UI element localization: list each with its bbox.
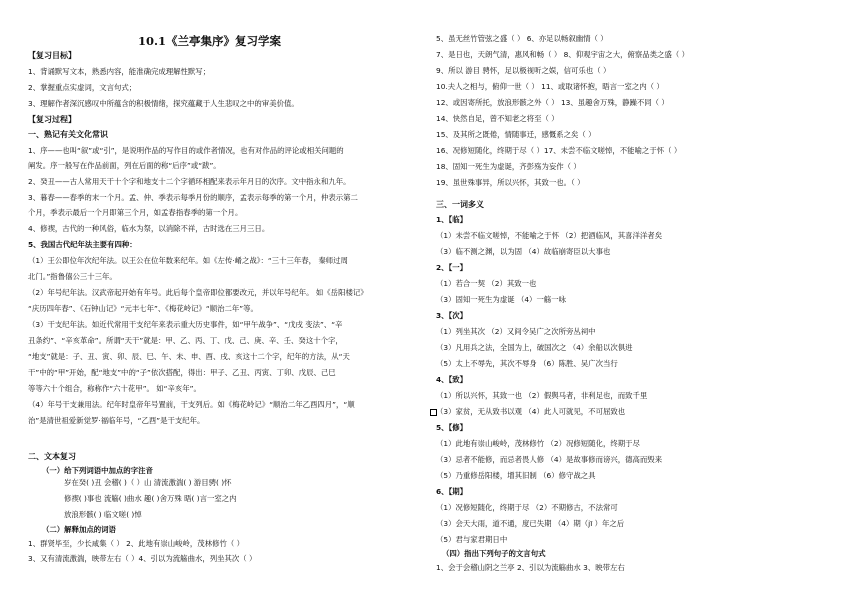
left-line: 阐发。序一般写在作品前面，列在后面的称“后序”或“跋”。 (28, 161, 221, 170)
left-line: 4、修禊，古代的一种风俗，临水为祭，以消除不祥，古时选在三月三日。 (28, 224, 270, 233)
left-line: 【复习目标】 (28, 51, 76, 60)
left-line: 2、掌握重点实虚词，文言句式； (28, 83, 137, 92)
left-line: 2、癸丑——古人常用天干十个字和地支十二个字循环相配来表示年月日的次序。文中指永和九年。 (28, 177, 351, 186)
right-line: 5、虽无丝竹管弦之盛（ ） 6、亦足以畅叙幽情（ ） (436, 34, 608, 43)
right-line: 6、【期】 (436, 487, 468, 496)
left-line: 3、暮春——春季的末一个月。孟、仲、季表示每季月份的顺序，孟表示每季的第一个月，仲表示第二 (28, 193, 358, 202)
left-line: 岁在癸( )丑 会稽( )（ ）山 清流激湍( ) 游目骋( )怀 (64, 478, 232, 487)
right-line: （5）乃重修岳阳楼，增其旧制 （6）修守战之具 (436, 471, 596, 480)
left-line: 1、群贤毕至，少长咸集（ ） 2、此地有崇山峻岭，茂林修竹（ ） (28, 539, 245, 548)
left-line: 5、我国古代纪年法主要有四种： (28, 240, 137, 249)
right-line: （3）会天大雨，道不通，度已失期 （4）期（jī ）年之后 (436, 519, 625, 528)
left-line: （1）王公即位年次纪年法。以王公在位年数来纪年。如《左传·崤之战》：“三十三年春， 秦师过周 (28, 256, 348, 265)
right-line: （1）况修短随化，终期于尽 （2）不期修古，不法常可 (436, 503, 618, 512)
left-line: 二、文本复习 (28, 452, 76, 461)
left-line: 等等六十个组合，称称作“六十花甲”。 如“辛亥年”。 (28, 384, 201, 393)
right-line: 16、况修短随化，终期于尽（ ）17、未尝不临文嗟悼，不能喻之于怀（ ） (436, 146, 682, 155)
right-line: 三、一词多义 (436, 200, 484, 209)
right-line: 5、【修】 (436, 423, 468, 432)
right-line: （3）家贫，无从致书以观 （4）此人可就见，不可屈致也 (436, 407, 626, 416)
right-line: 15、及其所之既倦，情随事迁，感慨系之矣（ ） (436, 130, 596, 139)
right-line: （5）太上不辱先，其次不辱身 （6）陈胜、吴广次当行 (436, 359, 618, 368)
right-line: 1、【临】 (436, 215, 468, 224)
left-line: 治”是清世祖爱新觉罗·福临年号，“乙酉”是干支纪年。 (28, 416, 205, 425)
left-line: （2）年号纪年法。汉武帝起开始有年号。此后每个皇帝即位都要改元，并以年号纪年。 如《岳阳楼记》 (28, 288, 368, 297)
right-line: （3）凡用兵之法，全国为上，破国次之 （4）余船以次俱进 (436, 343, 633, 352)
left-line: “地支”就是：子、丑、寅、卯、辰、巳、午、未、申、酉、戌、亥这十二个字，纪年的方法，从“天 (28, 352, 350, 361)
right-line: 18、固知一死生为虚诞，齐彭殇为妄作（ ） (436, 162, 581, 171)
left-line: 3、又有清流激湍，映带左右（ ）4、引以为流觞曲水，列坐其次（ ） (28, 554, 257, 563)
right-line: 7、是日也，天朗气清，惠风和畅（ ） 8、仰观宇宙之大，俯察品类之盛（ ） (436, 50, 689, 59)
right-line: （1）此地有崇山峻岭，茂林修竹 （2）况修短随化，终期于尽 (436, 439, 640, 448)
left-line: 放浪形骸( ) 临文嗟( )悼 (64, 510, 142, 519)
left-line: 1、背诵默写文本，熟悉内容，能准确完成理解性默写； (28, 67, 211, 76)
left-line: 3、理解作者深沉感叹中所蕴含的积极情绪，探究蕴藏于人生悲叹之中的审美价值。 (28, 99, 299, 108)
left-line: 干”中的“甲”开始，配“地支”中的“子”依次搭配，得出：甲子、乙丑、丙寅、丁卯、戊辰、己巳 (28, 368, 336, 377)
left-line: 10.1《兰亭集序》复习学案 (138, 34, 282, 48)
right-line: （3）固知一死生为虚诞 （4）一觞一咏 (436, 295, 567, 304)
left-line: 修禊( )事也 流觞( )曲水 趣( )舍万殊 晤( )言一室之内 (64, 494, 237, 503)
right-line: 4、【致】 (436, 375, 468, 384)
right-line: （1）未尝不临文嗟悼，不能喻之于怀 （2）把酒临风，其喜洋洋者矣 (436, 231, 663, 240)
right-line: 2、【一】 (436, 263, 468, 272)
left-line: 1、序——也叫“叙”或“引”，是说明作品的写作目的或作者情况，也有对作品的评论或相关问题的 (28, 146, 344, 155)
left-line: 个月，季表示最后一个月即第三个月，如孟春指春季的第一个月。 (28, 208, 243, 217)
left-line: （一）给下列词语中加点的字注音 (42, 466, 153, 475)
right-line: （1）所以兴怀，其致一也 （2）假舆马者，非利足也，而致千里 (436, 391, 648, 400)
left-line: （4）年号干支兼用法。纪年时皇帝年号置前，干支列后。如《梅花岭记》“顺治二年乙酉四月”，“顺 (28, 400, 355, 409)
right-line: （1）列坐其次 （2）又间令吴广之次所旁丛祠中 (436, 327, 596, 336)
left-line: “庆历四年春”、《石钟山记》“元丰七年”、《梅花岭记》“顺治二年”等。 (28, 304, 258, 313)
right-line: 19、虽世殊事异，所以兴怀，其致一也。（ ） (436, 178, 585, 187)
right-line: 14、快然自足，曾不知老之将至（ ） (436, 114, 559, 123)
right-line: 10.夫人之相与，俯仰一世（ ） 11、或取诸怀抱，晤言一室之内（ ） (436, 82, 664, 91)
right-line: （四）指出下列句子的文言句式 (442, 549, 546, 558)
left-line: （二）解释加点的词语 (42, 525, 116, 534)
right-line: 12、或因寄所托，放浪形骸之外（ ） 13、虽趣舍万殊，静躁不同（ ） (436, 98, 669, 107)
right-line: （3）临不测之渊，以为固 （4）故临崩寄臣以大事也 (436, 247, 611, 256)
right-line: 9、所以 游目 骋怀，足以极视听之娱，信可乐也（ ） (436, 66, 611, 75)
right-line: （5）君与家君期日中 (436, 535, 508, 544)
left-line: （3）干支纪年法。如近代常用干支纪年来表示重大历史事件，如“甲午战争”、“戊戌 变法”、“辛 (28, 320, 343, 329)
right-line: （1）若合一契 （2）其致一也 (436, 279, 537, 288)
left-line: 丑条约”、“辛亥革命”。所谓“天干”就是：甲、乙、丙、丁、戊、己、庚、辛、壬、癸这十个字， (28, 336, 343, 345)
left-line: 北门。”指鲁僖公三十三年。 (28, 272, 117, 281)
right-line: 1、会于会稽山阴之兰亭 2、引以为流觞曲水 3、映带左右 (436, 563, 625, 572)
left-line: 一、熟记有关文化常识 (28, 130, 108, 139)
right-line: 3、【次】 (436, 311, 468, 320)
right-line: （3）忌者不能修，而忌者畏人修 （4）是故事修而谤兴，德高而毁来 (436, 455, 663, 464)
left-line: 【复习过程】 (28, 115, 76, 124)
